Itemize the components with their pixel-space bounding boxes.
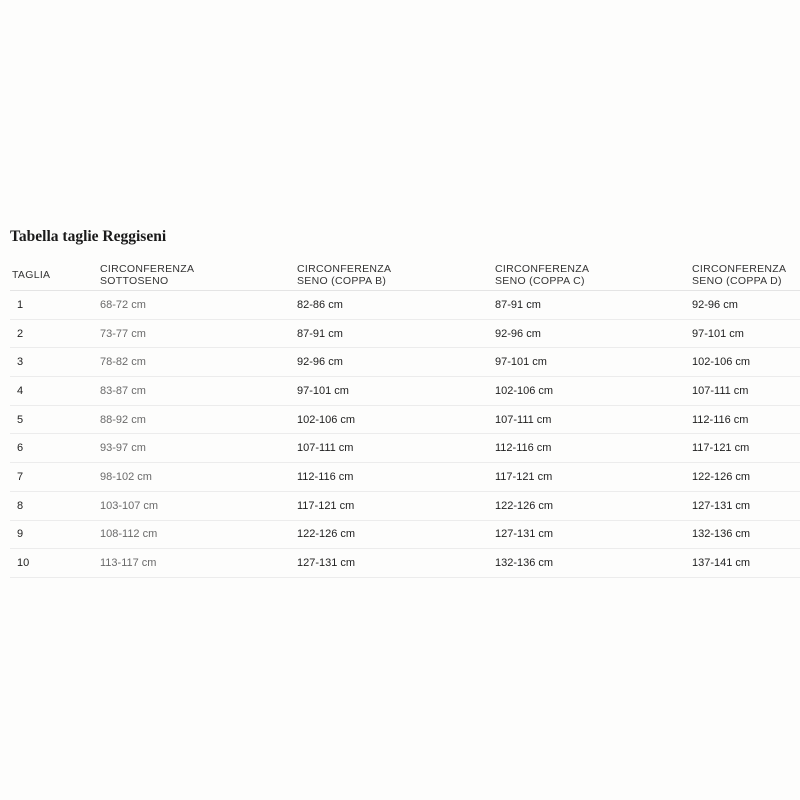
underbust-cell: 78-82 cm [100,348,297,377]
bust-cup-d-cell: 102-106 cm [692,348,800,377]
table-row [10,348,800,377]
header-row [10,259,800,291]
header-line: CIRCONFERENZA [692,262,787,275]
underbust-cell: 93-97 cm [100,434,297,463]
underbust-cell: 88-92 cm [100,405,297,434]
table-body [10,291,800,578]
size-chart-table [10,259,800,578]
bust-cup-d-cell: 127-131 cm [692,491,800,520]
underbust-cell: 83-87 cm [100,377,297,406]
bust-cup-b-cell: 122-126 cm [297,520,495,549]
table-row [10,549,800,578]
bust-cup-c-cell: 102-106 cm [495,377,692,406]
bust-cup-b-cell: 92-96 cm [297,348,495,377]
table-row [10,291,800,320]
header-line: CIRCONFERENZA [100,262,195,275]
bust-cup-c-cell: 122-126 cm [495,491,692,520]
header-size [10,259,100,291]
bust-cup-c-cell: 112-116 cm [495,434,692,463]
header-bust-cup-d [692,259,800,291]
bust-cup-d-cell: 92-96 cm [692,291,800,320]
bust-cup-c-cell: 87-91 cm [495,291,692,320]
header-line: SENO (COPPA C) [495,274,585,287]
bust-cup-d-cell: 112-116 cm [692,405,800,434]
bust-cup-c-cell: 92-96 cm [495,319,692,348]
header-line: CIRCONFERENZA [297,262,392,275]
header-line: SENO (COPPA D) [692,274,782,287]
bust-cup-b-cell: 102-106 cm [297,405,495,434]
bust-cup-b-cell: 82-86 cm [297,291,495,320]
underbust-cell: 73-77 cm [100,319,297,348]
size-cell: 9 [10,520,100,549]
underbust-cell: 108-112 cm [100,520,297,549]
bust-cup-d-cell: 117-121 cm [692,434,800,463]
underbust-cell: 113-117 cm [100,549,297,578]
table-row [10,405,800,434]
table-row [10,434,800,463]
table-header [10,259,800,291]
page-title: Tabella taglie Reggiseni [10,228,167,245]
table-row [10,520,800,549]
bust-cup-b-cell: 97-101 cm [297,377,495,406]
size-cell: 4 [10,377,100,406]
header-line: SOTTOSENO [100,274,169,287]
bust-cup-c-cell: 127-131 cm [495,520,692,549]
underbust-cell: 103-107 cm [100,491,297,520]
bust-cup-c-cell: 117-121 cm [495,463,692,492]
bust-cup-d-cell: 137-141 cm [692,549,800,578]
bust-cup-b-cell: 117-121 cm [297,491,495,520]
header-line: SENO (COPPA B) [297,274,387,287]
size-cell: 10 [10,549,100,578]
bust-cup-d-cell: 132-136 cm [692,520,800,549]
header-bust-cup-c [495,259,692,291]
size-cell: 2 [10,319,100,348]
table-row [10,491,800,520]
header-bust-cup-b [297,259,495,291]
bust-cup-b-cell: 127-131 cm [297,549,495,578]
bust-cup-c-cell: 97-101 cm [495,348,692,377]
size-cell: 5 [10,405,100,434]
size-cell: 7 [10,463,100,492]
bust-cup-b-cell: 112-116 cm [297,463,495,492]
underbust-cell: 68-72 cm [100,291,297,320]
size-cell: 6 [10,434,100,463]
bust-cup-b-cell: 107-111 cm [297,434,495,463]
header-line: TAGLIA [12,268,51,281]
size-cell: 1 [10,291,100,320]
size-cell: 3 [10,348,100,377]
table-row [10,319,800,348]
bust-cup-d-cell: 122-126 cm [692,463,800,492]
underbust-cell: 98-102 cm [100,463,297,492]
bust-cup-c-cell: 107-111 cm [495,405,692,434]
table-row [10,463,800,492]
bust-cup-d-cell: 107-111 cm [692,377,800,406]
bust-cup-b-cell: 87-91 cm [297,319,495,348]
header-line: CIRCONFERENZA [495,262,590,275]
bust-cup-c-cell: 132-136 cm [495,549,692,578]
bust-cup-d-cell: 97-101 cm [692,319,800,348]
table-row [10,377,800,406]
header-underbust [100,259,297,291]
size-cell: 8 [10,491,100,520]
